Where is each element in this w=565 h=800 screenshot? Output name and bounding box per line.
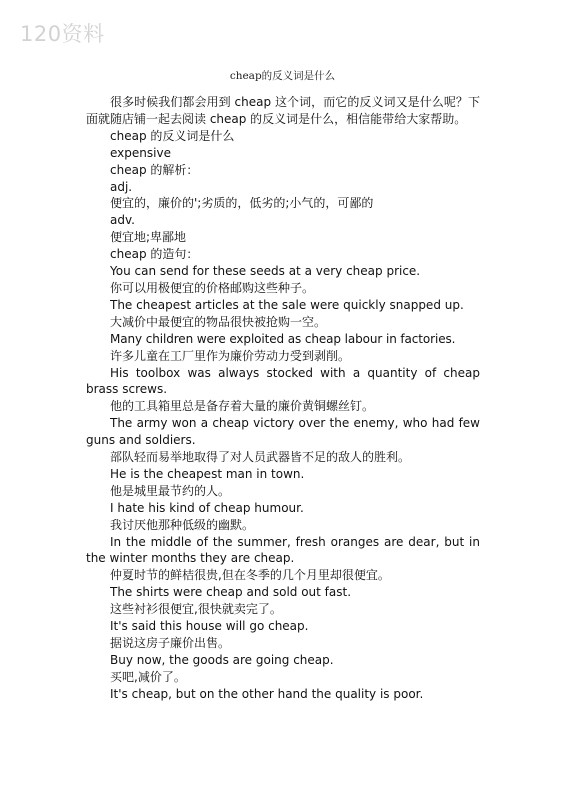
paragraph-adv-meaning: 便宜地;卑鄙地 [110,230,187,245]
paragraph-heading-analysis: cheap 的解析： [110,162,199,177]
example-en: Buy now, the goods are going cheap. [110,652,334,667]
example-zh: 大减价中最便宜的物品很快被抢购一空。 [110,314,327,329]
paragraph-intro: 很多时候我们都会用到 cheap 这个词，而它的反义词又是什么呢？下面就随店铺一起去阅读 cheap 的反义词是什么，相信能带给大家帮助。 [86,95,480,126]
example-zh: 据说这房子廉价出售。 [110,636,231,650]
example-zh: 他是城里最节约的人。 [110,483,231,498]
example-zh: 他的工具箱里总是备存着大量的廉价黄铜螺丝钉。 [110,399,375,414]
example-en: I hate his kind of cheap humour. [110,500,304,515]
example-en: His toolbox was always stocked with a quantity of cheap brass screws. [86,365,480,397]
example-en: It's cheap, but on the other hand the quality is poor. [110,686,424,701]
example-zh: 我讨厌他那种低级的幽默。 [110,517,255,532]
watermark: 120资料 [20,22,105,46]
paragraph-heading-antonym: cheap 的反义词是什么 [110,128,235,143]
example-en: It's said this house will go cheap. [110,619,309,634]
document-body [86,94,480,703]
example-en: The army won a cheap victory over the enemy, who had few guns and soldiers. [86,416,480,448]
example-zh: 你可以用极便宜的价格邮购这些种子。 [110,280,315,295]
paragraph-pos-adj: adj. [110,179,133,194]
paragraph-antonym: expensive [110,145,171,160]
example-zh: 许多儿童在工厂里作为廉价劳动力受到剥削。 [110,348,351,363]
example-zh: 仲夏时节的鲜桔很贵,但在冬季的几个月里却很便宜。 [110,568,390,583]
example-zh: 买吧,减价了。 [110,669,186,684]
example-en: The cheapest articles at the sale were quickly snapped up. [110,297,464,312]
paragraph-adj-meaning: 便宜的，廉价的';劣质的，低劣的;小气的，可鄙的 [110,196,374,211]
example-en: Many children were exploited as cheap labour in factories. [110,331,456,346]
example-en: In the middle of the summer, fresh oranges are dear, but in the winter months they are cheap. [86,534,480,566]
document-title: cheap的反义词是什么 [229,70,336,82]
example-zh: 部队轻而易举地取得了对人员武器皆不足的敌人的胜利。 [110,450,411,465]
example-zh: 这些衬衫很便宜,很快就卖完了。 [110,602,282,617]
paragraph-pos-adv: adv. [110,213,135,228]
example-en: You can send for these seeds at a very cheap price. [110,264,421,279]
paragraph-heading-examples: cheap 的造句： [110,247,199,262]
example-en: He is the cheapest man in town. [110,466,305,481]
example-en: The shirts were cheap and sold out fast. [110,585,352,600]
